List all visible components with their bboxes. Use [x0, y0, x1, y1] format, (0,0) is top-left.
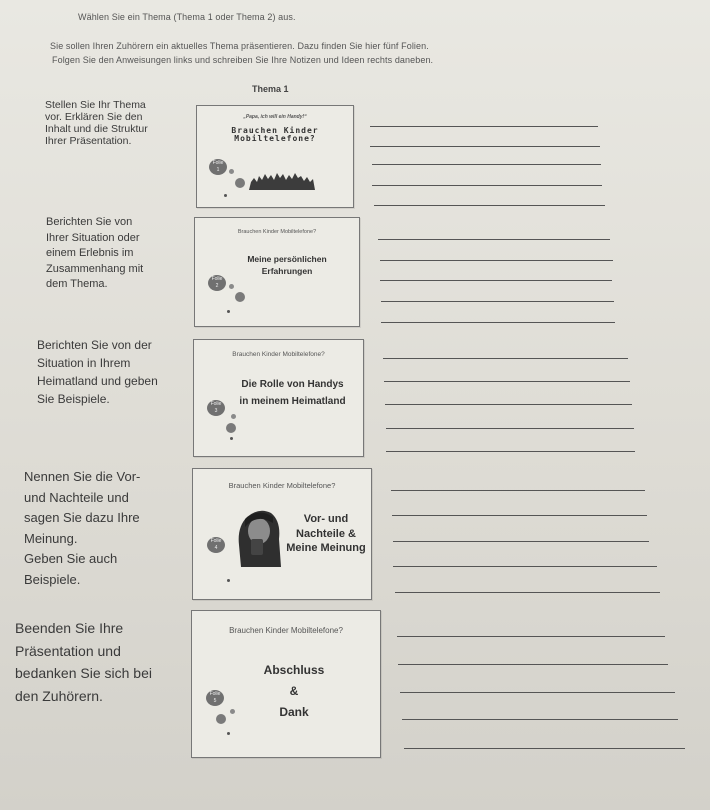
slide-dot	[227, 310, 230, 313]
notes-line	[374, 205, 605, 206]
text-line: 4	[214, 545, 218, 551]
text-line: 1	[216, 167, 220, 173]
text-line: Beenden Sie Ihre	[15, 620, 124, 636]
text-line: Sie Beispiele.	[37, 392, 110, 406]
text-line: Die Rolle von Handys	[241, 379, 344, 390]
notes-line	[404, 748, 685, 749]
notes-line	[372, 164, 601, 165]
text-line: Mobiltelefone?	[234, 134, 316, 143]
text-line: Meine persönlichen	[247, 254, 327, 264]
slide-5	[191, 610, 381, 758]
text-line: Ihrer Präsentation.	[45, 135, 132, 147]
notes-line	[381, 322, 615, 323]
intro-line-2: Sie sollen Ihren Zuhörern ein aktuelles Thema präsentieren. Dazu finden Sie hier fünf Folien.	[50, 41, 429, 51]
slide-2-folie-badge	[208, 275, 226, 291]
text-line: Inhalt und die Struktur	[45, 123, 148, 135]
slide-2-title	[215, 253, 359, 277]
slide-dot	[224, 194, 227, 197]
slide-dot	[227, 732, 230, 735]
notes-line	[383, 358, 628, 359]
notes-line	[393, 566, 657, 567]
notes-line	[402, 719, 678, 720]
text-line: Zusammenhang mit	[46, 262, 144, 275]
slide-dot	[229, 284, 234, 289]
text-line: Folie	[212, 160, 224, 166]
slide-1-folie-badge	[209, 159, 227, 175]
slide-dot	[230, 709, 235, 714]
text-line: Folie	[209, 691, 221, 697]
notes-line	[393, 541, 649, 542]
instruction-5	[15, 617, 152, 707]
text-line: Heimatland und geben	[37, 374, 158, 388]
notes-line	[391, 490, 645, 491]
text-line: dem Thema.	[46, 278, 108, 290]
text-line: Erfahrungen	[261, 266, 313, 276]
slide-4-title	[281, 512, 371, 556]
text-line: und Nachteile und	[24, 489, 129, 505]
teen-with-phone-photo-icon	[233, 505, 283, 567]
text-line: 3	[214, 408, 218, 414]
notes-line	[378, 239, 610, 240]
instruction-3	[37, 336, 158, 408]
notes-line	[370, 146, 600, 147]
crowd-photo-icon	[249, 168, 315, 192]
instruction-2	[46, 215, 143, 293]
text-line: sagen Sie dazu Ihre	[24, 510, 140, 525]
text-line: Meine Meinung	[286, 542, 366, 554]
text-line: vor. Erklären Sie den	[45, 111, 143, 123]
slide-4-folie-badge	[207, 537, 225, 553]
slide-dot	[231, 414, 236, 419]
notes-line	[397, 636, 665, 637]
text-line: bedanken Sie sich bei	[15, 665, 152, 681]
text-line: Stellen Sie Ihr Thema	[45, 99, 146, 111]
text-line: Folie	[210, 401, 222, 407]
notes-line	[381, 301, 614, 302]
notes-line	[380, 280, 612, 281]
notes-line	[392, 515, 647, 516]
text-line: Berichten Sie von der	[37, 338, 152, 352]
text-line: Nennen Sie die Vor-	[24, 469, 141, 484]
slide-4-head: Brauchen Kinder Mobiltelefone?	[228, 481, 336, 490]
slide-2	[194, 217, 360, 327]
text-line: Abschluss	[263, 663, 325, 677]
text-line: Folie	[210, 538, 222, 544]
text-line: Ihrer Situation oder	[46, 231, 140, 244]
text-line: 5	[213, 698, 217, 704]
text-line: Brauchen Kinder	[231, 126, 319, 135]
notes-line	[398, 664, 668, 665]
slide-3	[193, 339, 364, 457]
intro-line-3: Folgen Sie den Anweisungen links und schreiben Sie Ihre Notizen und Ideen rechts daneben.	[52, 55, 434, 65]
text-line: 2	[215, 283, 219, 289]
slide-1-head: „Papa, ich will ein Handy!“	[243, 114, 307, 120]
slide-dot	[229, 169, 234, 174]
topic-title: Thema 1	[252, 84, 289, 94]
notes-line	[372, 185, 602, 186]
slide-5-folie-badge	[206, 690, 224, 706]
slide-dot	[230, 437, 233, 440]
slide-dot	[235, 292, 245, 302]
slide-4	[192, 468, 372, 600]
notes-line	[386, 428, 634, 429]
slide-1	[196, 105, 354, 208]
notes-line	[380, 260, 613, 261]
text-line: Beispiele.	[24, 571, 81, 587]
text-line: Folie	[211, 276, 223, 282]
text-line: Präsentation und	[15, 642, 121, 659]
slide-3-title	[222, 376, 363, 410]
instruction-1	[45, 99, 148, 147]
slide-dot	[216, 714, 226, 724]
text-line: in meinem Heimatland	[239, 396, 346, 407]
text-line: einem Erlebnis im	[46, 247, 134, 259]
text-line: Geben Sie auch	[24, 551, 118, 566]
notes-line	[395, 592, 660, 593]
slide-dot	[226, 423, 236, 433]
slide-dot	[235, 178, 245, 188]
slide-1-title	[197, 127, 353, 143]
text-line: &	[289, 684, 299, 698]
text-line: Situation in Ihrem	[37, 356, 131, 370]
notes-line	[385, 404, 632, 405]
slide-3-head: Brauchen Kinder Mobiltelefone?	[232, 351, 325, 358]
text-line: Berichten Sie von	[46, 216, 133, 228]
text-line: Meinung.	[24, 530, 78, 546]
text-line: Dank	[279, 705, 309, 719]
notes-line	[384, 381, 630, 382]
slide-dot	[227, 579, 230, 582]
slide-5-head: Brauchen Kinder Mobiltelefone?	[229, 626, 343, 635]
text-line: Nachteile &	[296, 527, 356, 540]
intro-line-1: Wählen Sie ein Thema (Thema 1 oder Thema 2) aus.	[78, 12, 296, 22]
text-line: den Zuhörern.	[15, 687, 103, 704]
notes-line	[370, 126, 598, 127]
instruction-4	[24, 467, 140, 590]
notes-line	[386, 451, 635, 452]
slide-2-head: Brauchen Kinder Mobiltelefone?	[237, 229, 317, 235]
slide-3-folie-badge	[207, 400, 225, 416]
notes-line	[400, 692, 675, 693]
text-line: Vor- und	[303, 513, 349, 525]
